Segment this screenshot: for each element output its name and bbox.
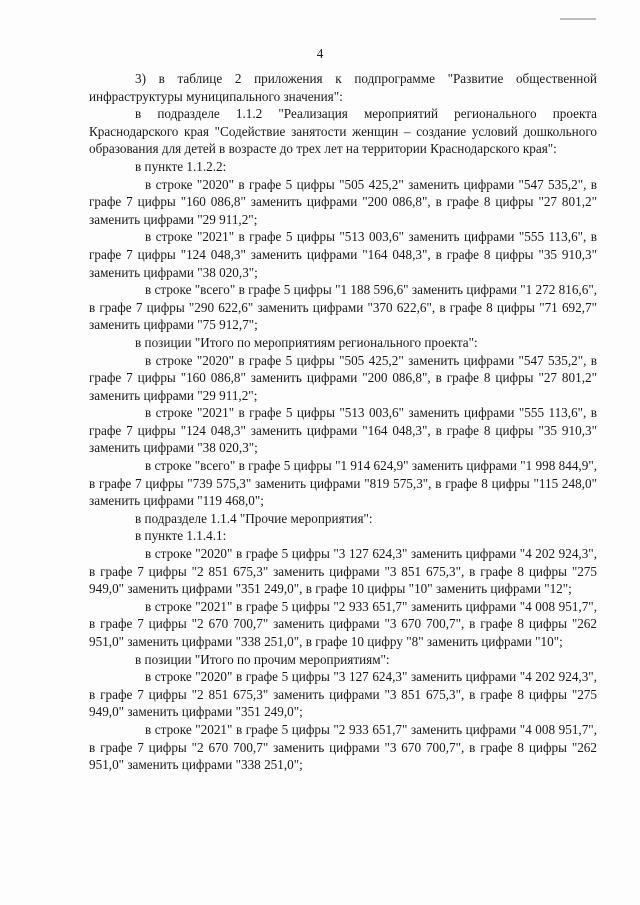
paragraph-regional-row-2021: в строке "2021" в графе 5 цифры "513 003,6" заменить цифрами "555 113,6", в графе 7 цифры "124 048,3" заменить цифрами "164 048,3", в графе 8 цифры "35 910,3" заменить цифрами "38 020,3";	[89, 405, 597, 456]
paragraph-row-2021: в строке "2021" в графе 5 цифры "513 003,6" заменить цифрами "555 113,6", в графе 7 цифры "124 048,3" заменить цифрами "164 048,3", в графе 8 цифры "35 910,3" заменить цифрами "38 020,3";	[89, 229, 597, 280]
page-number: 4	[316, 46, 324, 61]
paragraph-other-total-row-2021: в строке "2021" в графе 5 цифры "2 933 651,7" заменить цифрами "4 008 951,7", в графе 7 цифры "2 670 700,7" заменить цифрами "3 670 700,7", в графе 8 цифры "262 951,0" заменить цифрами "338 251,0";	[89, 721, 597, 773]
paragraph-item-1-1-4-1: в пункте 1.1.4.1:	[135, 528, 227, 544]
paragraph-regional-row-2020: в строке "2020" в графе 5 цифры "505 425,2" заменить цифрами "547 535,2", в графе 7 цифры "160 086,8" заменить цифрами "200 086,8", в графе 8 цифры "27 801,2" заменить цифрами "29 911,2";	[89, 352, 597, 403]
paragraph-table-2-intro: 3) в таблице 2 приложения к подпрограмме "Развитие общественной инфраструктуры муниципального значения":	[89, 71, 597, 104]
scan-mark	[560, 18, 596, 20]
paragraph-item-1-1-2-2: в пункте 1.1.2.2:	[135, 158, 227, 174]
paragraph-subsection-1-1-4: в подразделе 1.1.4 "Прочие мероприятия":	[135, 510, 373, 526]
paragraph-regional-total-position: в позиции "Итого по мероприятиям регионального проекта":	[135, 334, 478, 350]
paragraph-row-total: в строке "всего" в графе 5 цифры "1 188 596,6" заменить цифрами "1 272 816,6", в графе 7 цифры "290 622,6" заменить цифрами "370 622,6", в графе 8 цифры "71 692,7" заменить цифрами "75 912,7";	[89, 282, 597, 333]
paragraph-regional-row-total: в строке "всего" в графе 5 цифры "1 914 624,9" заменить цифрами "1 998 844,9", в графе 7 цифры "739 575,3" заменить цифрами "819 575,3", в графе 8 цифры "115 248,0" заменить цифрами "119 468,0";	[89, 458, 597, 509]
paragraph-other-row-2021: в строке "2021" в графе 5 цифры "2 933 651,7" заменить цифрами "4 008 951,7", в графе 7 цифры "2 670 700,7" заменить цифрами "3 670 700,7", в графе 8 цифры "262 951,0" заменить цифрами "338 251,0", в графе 10 цифру "8" заменить цифрами "10";	[89, 598, 597, 649]
paragraph-row-2020: в строке "2020" в графе 5 цифры "505 425,2" заменить цифрами "547 535,2", в графе 7 цифры "160 086,8" заменить цифрами "200 086,8", в графе 8 цифры "27 801,2" заменить цифрами "29 911,2";	[89, 176, 597, 227]
paragraph-other-total-position: в позиции "Итого по прочим мероприятиям":	[135, 651, 390, 667]
paragraph-subsection-1-1-2: в подразделе 1.1.2 "Реализация мероприятий регионального проекта Краснодарского края "Содействие занятости женщин – создание условий дошкольного образования для детей в возрасте до трех лет на территории Краснодарского края":	[89, 106, 597, 157]
paragraph-other-total-row-2020: в строке "2020" в графе 5 цифры "3 127 624,3" заменить цифрами "4 202 924,3", в графе 7 цифры "2 851 675,3" заменить цифрами "3 851 675,3", в графе 8 цифры "275 949,0" заменить цифрами "351 249,0";	[89, 669, 597, 720]
paragraph-other-row-2020: в строке "2020" в графе 5 цифры "3 127 624,3" заменить цифрами "4 202 924,3", в графе 7 цифры "2 851 675,3" заменить цифрами "3 851 675,3", в графе 8 цифры "275 949,0" заменить цифрами "351 249,0", в графе 10 цифры "10" заменить цифрами "12";	[89, 546, 597, 597]
document-body	[89, 70, 597, 774]
